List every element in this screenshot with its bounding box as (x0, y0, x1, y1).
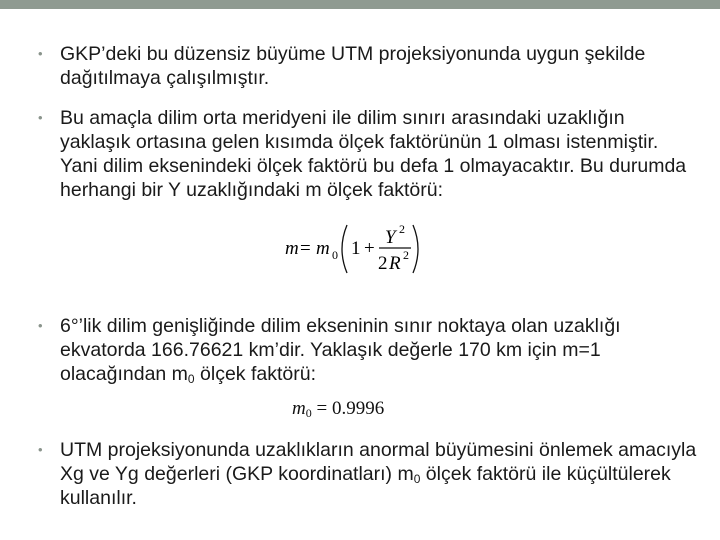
subscript-zero: 0 (187, 372, 195, 386)
bullet-item-2 (38, 106, 698, 202)
bullet-text-main: 6°’lik dilim genişliğinde dilim ekseninin sınır noktaya olan uzaklığı ekvatorda 166.76621 km’dir. Yaklaşık değerle 170 km için m=1 olacağından m (60, 315, 621, 385)
m0-value-formula (292, 398, 384, 420)
formula-den-exp: 2 (403, 248, 409, 262)
formula-num-exp: 2 (399, 222, 405, 236)
formula-sub0: 0 (332, 248, 338, 262)
formula2-rhs: = 0.9996 (311, 398, 385, 419)
bullet-text: GKP’deki bu düzensiz büyüme UTM projeksiyonunda uygun şekilde dağıtılmaya çalışılmıştır. (60, 43, 646, 89)
bullet-text-tail: ölçek faktörü ile küçültülerek kullanılır. (60, 463, 671, 509)
bullet-dot: • (38, 110, 43, 125)
left-paren (342, 225, 347, 273)
bullet-text-main: UTM projeksiyonunda uzaklıkların anormal büyümesini önlemek amacıyla Xg ve Yg değerleri (GKP koordinatları) m (60, 439, 697, 485)
subscript-zero: 0 (413, 472, 421, 486)
bullet-text (38, 314, 698, 386)
top-accent-bar (0, 0, 720, 9)
formula-m: m (316, 238, 330, 259)
bullet-item-3 (38, 314, 698, 386)
formula2-sub: 0 (305, 406, 312, 420)
formula-lhs: m (285, 238, 299, 259)
right-paren (413, 225, 418, 273)
formula-den-coef: 2 (378, 253, 388, 274)
bullet-dot: • (38, 442, 43, 457)
bullet-text-tail: ölçek faktörü: (194, 363, 316, 385)
formula-plus: + (364, 238, 375, 259)
bullet-text: Bu amaçla dilim orta meridyeni ile dilim sınırı arasındaki uzaklığın yaklaşık ortasına gelen kısımda ölçek faktörünün 1 olması istenmiştir. Yani dilim eksenindeki ölçek faktörü bu defa 1 olmayacaktır. Bu durumda herhangi bir Y uzaklığındaki m ölçek faktörü: (60, 107, 687, 201)
bullet-dot: • (38, 318, 43, 333)
bullet-text (38, 438, 698, 510)
formula2-lhs: m (292, 398, 306, 419)
formula-num-var: Y (385, 227, 396, 248)
bullet-item-1 (38, 42, 698, 90)
scale-factor-formula (285, 219, 425, 284)
formula-graphic (285, 219, 425, 279)
formula-den-var: R (389, 253, 401, 274)
bullet-dot: • (38, 46, 43, 61)
formula-one: 1 (351, 238, 361, 259)
bullet-item-4 (38, 438, 698, 510)
formula-equals: = (300, 238, 311, 259)
